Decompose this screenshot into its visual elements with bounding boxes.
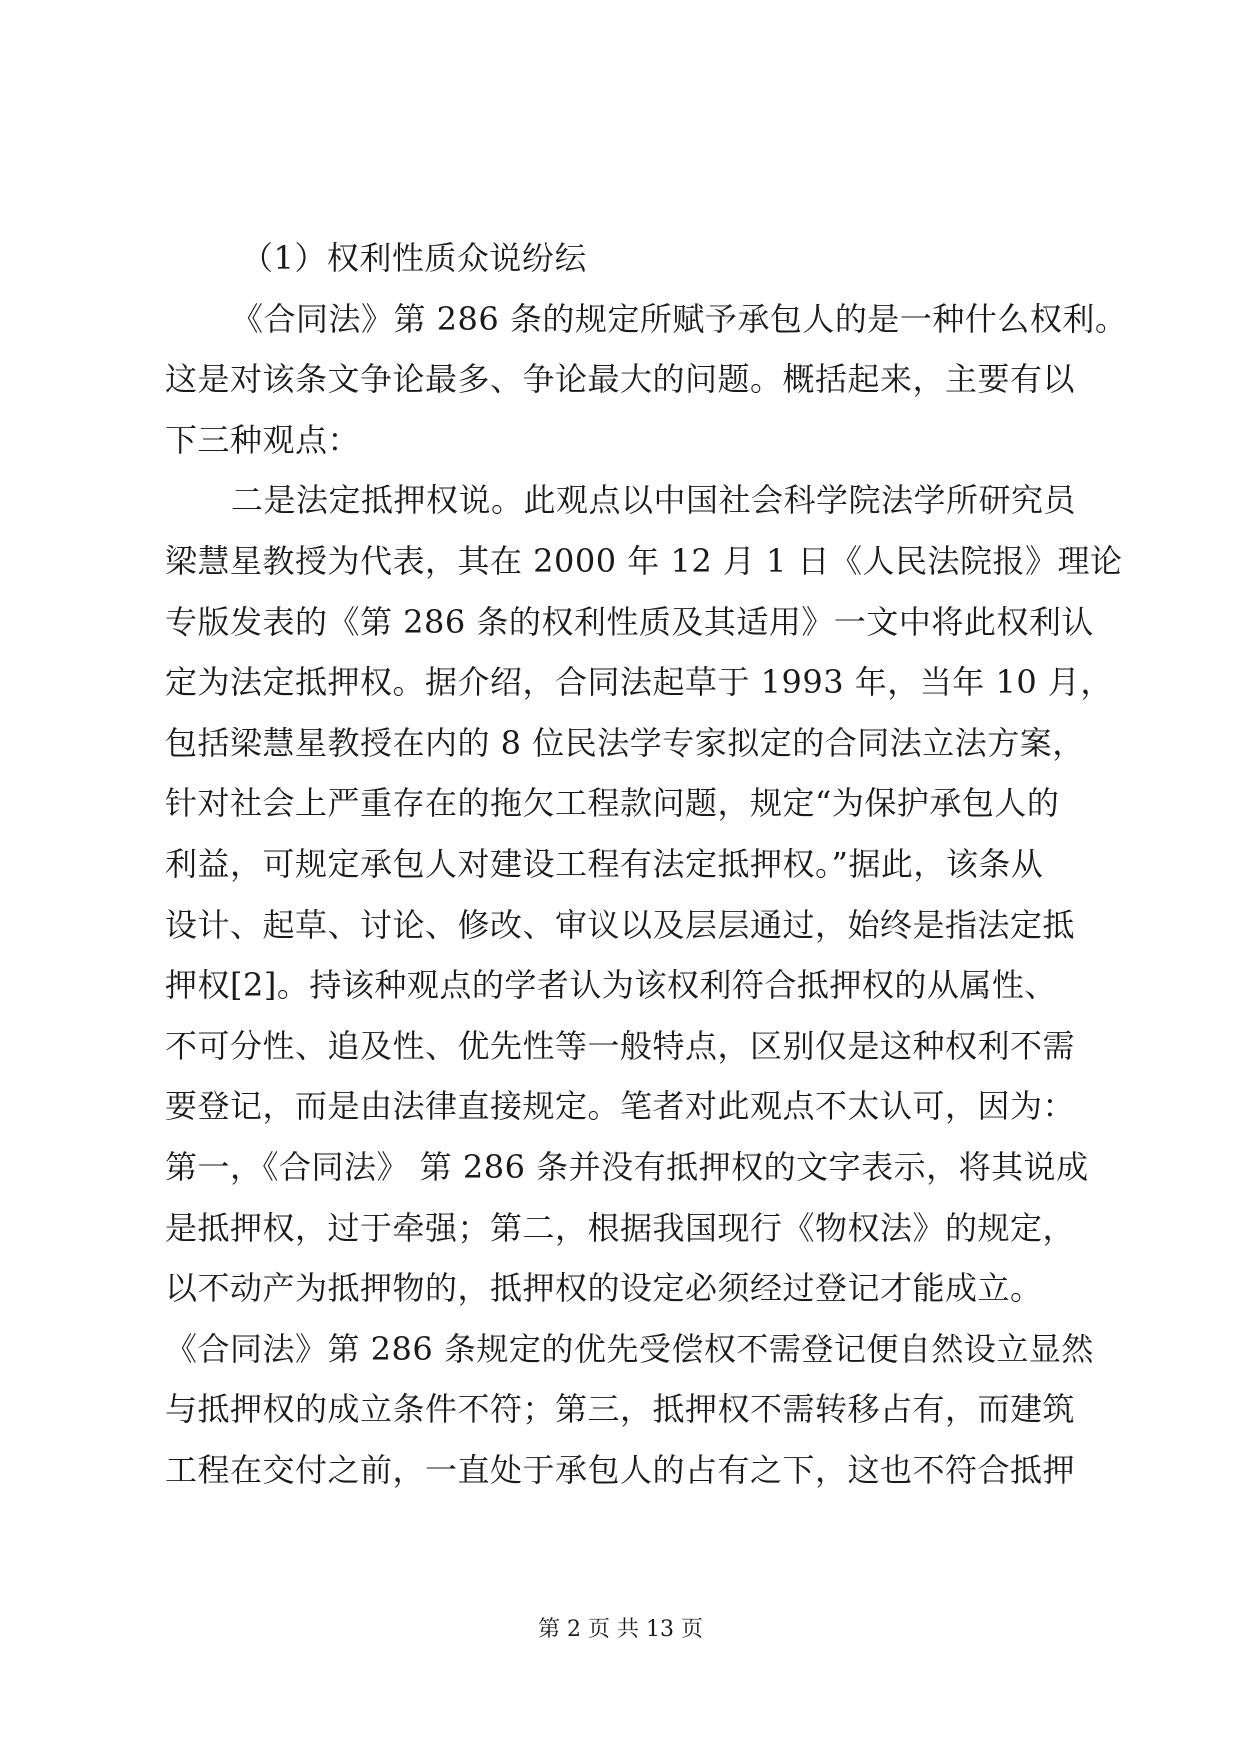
paragraph-line: 不可分性、追及性、优先性等一般特点，区别仅是这种权利不需	[165, 1026, 1076, 1065]
paragraph-line: 以不动产为抵押物的，抵押权的设定必须经过登记才能成立。	[165, 1269, 1043, 1308]
paragraph-line: 《合同法》第 286 条的规定所赋予承包人的是一种什么权利。	[231, 299, 1128, 338]
paragraph-line: 下三种观点：	[165, 420, 361, 459]
paragraph-line: 与抵押权的成立条件不符；第三，抵押权不需转移占有，而建筑	[165, 1390, 1076, 1429]
document-body	[165, 228, 1128, 1500]
paragraph-line: 是抵押权，过于牵强；第二，根据我国现行《物权法》的规定，	[165, 1208, 1076, 1247]
page-footer: 第 2 页 共 13 页	[538, 1617, 703, 1642]
paragraph-line: 设计、起草、讨论、修改、审议以及层层通过，始终是指法定抵	[165, 905, 1076, 944]
paragraph-line: 这是对该条文争论最多、争论最大的问题。概括起来，主要有以	[165, 360, 1076, 399]
paragraph-line: 押权[2]。持该种观点的学者认为该权利符合抵押权的从属性、	[165, 966, 1057, 1005]
paragraph-line: 第一，《合同法》 第 286 条并没有抵押权的文字表示，将其说成	[165, 1147, 1089, 1186]
paragraph-line: 利益，可规定承包人对建设工程有法定抵押权。”据此，该条从	[165, 844, 1044, 883]
paragraph-line: 《合同法》第 286 条规定的优先受偿权不需登记便自然设立显然	[165, 1329, 1094, 1368]
paragraph-line: 专版发表的《第 286 条的权利性质及其适用》一文中将此权利认	[165, 602, 1094, 641]
paragraph-line: 工程在交付之前，一直处于承包人的占有之下，这也不符合抵押	[165, 1450, 1076, 1489]
paragraph-line: 针对社会上严重存在的拖欠工程款问题，规定“为保护承包人的	[165, 784, 1060, 823]
paragraph-line: 包括梁慧星教授在内的 8 位民法学专家拟定的合同法立法方案，	[165, 723, 1085, 762]
paragraph-line: 梁慧星教授为代表，其在 2000 年 12 月 1 日《人民法院报》理论	[165, 541, 1123, 580]
paragraph-line: 要登记，而是由法律直接规定。笔者对此观点不太认可，因为：	[165, 1087, 1076, 1126]
paragraph-line: 二是法定抵押权说。此观点以中国社会科学院法学所研究员	[231, 481, 1077, 520]
paragraph-line: 定为法定抵押权。据介绍，合同法起草于 1993 年，当年 10 月，	[165, 663, 1113, 702]
section-heading: （1）权利性质众说纷纭	[241, 239, 587, 277]
